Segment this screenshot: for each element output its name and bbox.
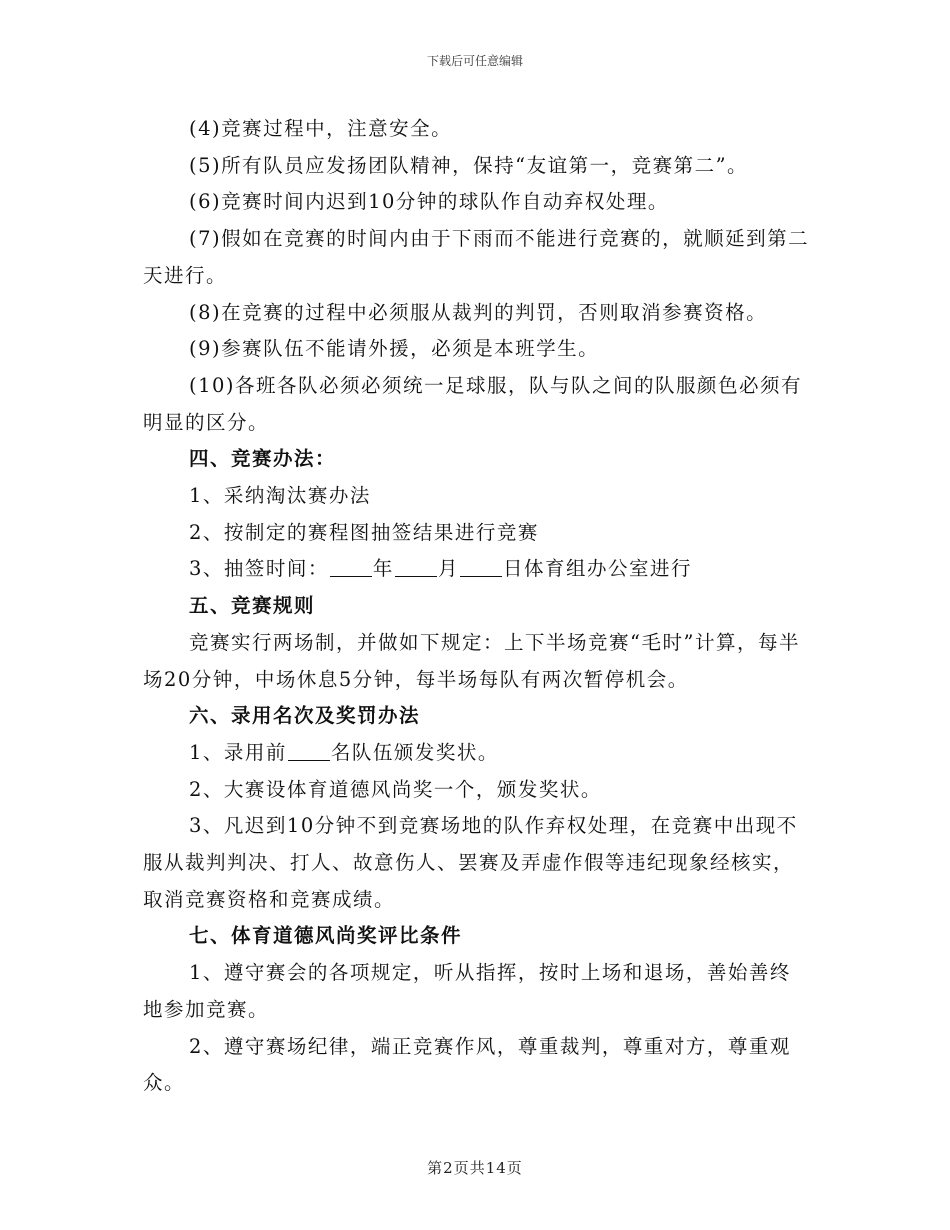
section-5-body: 竞赛实行两场制，并做如下规定：上下半场竞赛“毛时”计算，每半场20分钟，中场休息5分钟，每半场每队有两次暂停机会。 <box>143 630 800 691</box>
page-number: 第2页共14页 <box>427 1159 523 1177</box>
section-4-item-1: 1、采纳淘汰赛办法 <box>189 484 371 508</box>
ranking-blank <box>288 742 330 761</box>
rule-9: (9)参赛队伍不能请外援，必须是本班学生。 <box>189 337 600 361</box>
page-header: 下载后可任意编辑 <box>426 54 523 68</box>
document-body <box>143 111 811 1102</box>
year-blank <box>330 558 372 577</box>
ranking-suffix: 名队伍颁发奖状。 <box>330 740 499 764</box>
ranking-prefix: 1、录用前 <box>189 740 287 764</box>
day-blank <box>460 558 502 577</box>
draw-location-text: 日体育组办公室进行 <box>502 557 692 581</box>
rule-8: (8)在竞赛的过程中必须服从裁判的判罚，否则取消参赛资格。 <box>189 300 768 324</box>
section-6-item-3: 3、凡迟到10分钟不到竞赛场地的队作弃权处理，在竞赛中出现不服从裁判判决、打人、故意伤人、罢赛及弄虚作假等违纪现象经核实，取消竞赛资格和竞赛成绩。 <box>143 814 798 911</box>
section-6-item-1 <box>143 735 811 772</box>
month-blank <box>395 558 437 577</box>
rule-5: (5)所有队员应发扬团队精神，保持“友谊第一，竞赛第二”。 <box>189 153 749 177</box>
month-label: 月 <box>437 557 459 581</box>
section-7-heading: 七、体育道德风尚奖评比条件 <box>189 924 463 948</box>
section-7-item-2: 2、遵守赛场纪律，端正竞赛作风，尊重裁判，尊重对方，尊重观众。 <box>143 1034 791 1095</box>
section-4-item-2: 2、按制定的赛程图抽签结果进行竞赛 <box>189 520 539 544</box>
year-label: 年 <box>372 557 394 581</box>
section-5-heading: 五、竞赛规则 <box>189 594 316 618</box>
rule-4: (4)竞赛过程中，注意安全。 <box>189 117 453 140</box>
section-4-heading: 四、竞赛办法： <box>189 447 337 471</box>
rule-7: (7)假如在竞赛的时间内由于下雨而不能进行竞赛的，就顺延到第二天进行。 <box>143 227 810 287</box>
section-7-item-1: 1、遵守赛会的各项规定，听从指挥，按时上场和退场，善始善终地参加竞赛。 <box>143 961 791 1021</box>
rule-6: (6)竞赛时间内迟到10分钟的球队作自动弃权处理。 <box>189 190 669 214</box>
rule-10: (10)各班各队必须必须统一足球服，队与队之间的队服颜色必须有明显的区分。 <box>143 373 803 434</box>
section-6-item-2: 2、大赛设体育道德风尚奖一个，颁发奖状。 <box>189 777 602 801</box>
section-6-heading: 六、录用名次及奖罚办法 <box>189 704 421 728</box>
section-4-item-3 <box>143 551 811 588</box>
draw-time-label: 3、抽签时间： <box>189 557 329 581</box>
